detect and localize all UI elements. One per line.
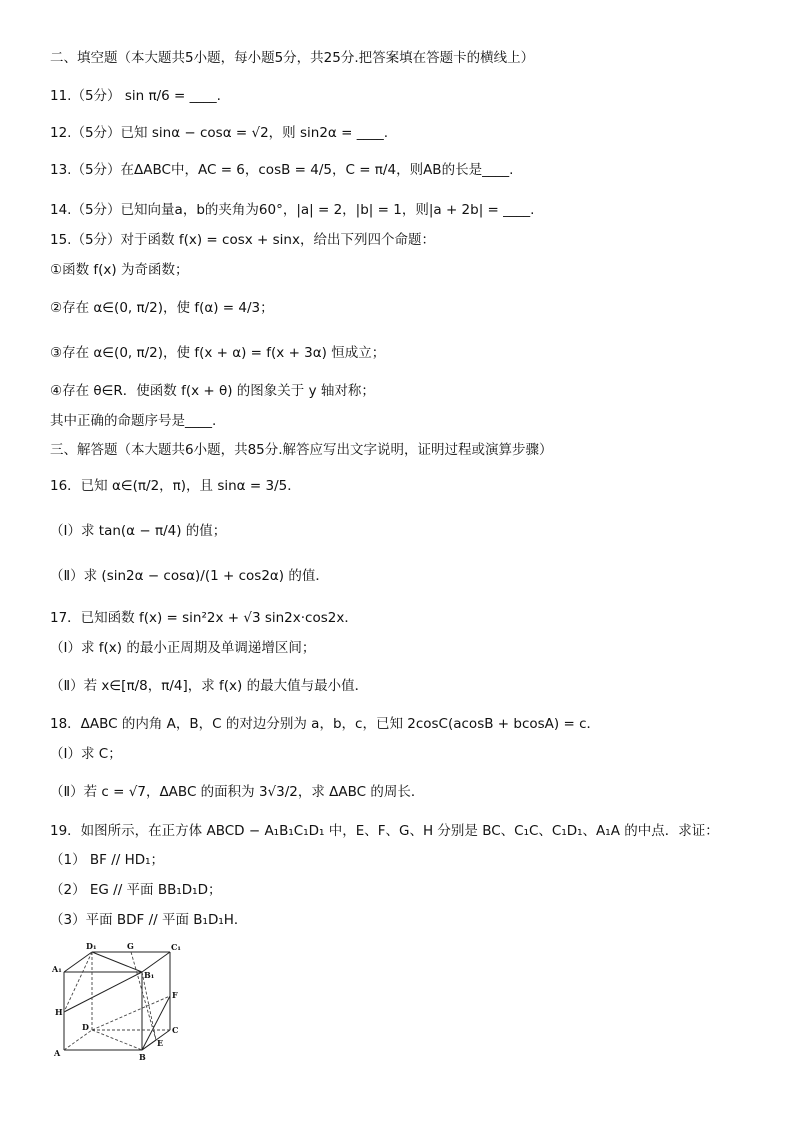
label-D: D bbox=[82, 1022, 89, 1032]
label-A1: A₁ bbox=[52, 964, 62, 974]
q19-part-1: （1） BF // HD₁； bbox=[50, 852, 165, 868]
section-3-heading: 三、解答题（本大题共6小题，共85分.解答应写出文字说明，证明过程或演算步骤） bbox=[50, 442, 553, 458]
question-19: 19．如图所示，在正方体 ABCD − A₁B₁C₁D₁ 中，E、F、G、H 分别是 BC、C₁C、C₁D₁、A₁A 的中点．求证： bbox=[50, 823, 719, 839]
question-12: 12.（5分）已知 sinα − cosα = √2，则 sin2α = ____. bbox=[50, 125, 388, 141]
label-C: C bbox=[172, 1025, 179, 1035]
q18-part-1: （Ⅰ）求 C； bbox=[50, 746, 122, 762]
question-13: 13.（5分）在ΔABC中，AC = 6，cosB = 4/5，C = π/4，则AB的长是____. bbox=[50, 162, 514, 178]
section-2-heading: 二、填空题（本大题共5小题，每小题5分，共25分.把答案填在答题卡的横线上） bbox=[50, 50, 535, 66]
label-F: F bbox=[172, 990, 178, 1000]
label-B1: B₁ bbox=[144, 970, 155, 980]
q18-part-2: （Ⅱ）若 c = √7，ΔABC 的面积为 3√3/2，求 ΔABC 的周长． bbox=[50, 784, 425, 800]
q15-answer-prompt: 其中正确的命题序号是____. bbox=[50, 413, 217, 429]
cube-diagram bbox=[50, 940, 190, 1065]
question-17: 17．已知函数 f(x) = sin²2x + √3 sin2x·cos2x． bbox=[50, 610, 358, 626]
label-G: G bbox=[127, 941, 134, 951]
q15-option-2: ②存在 α∈(0, π/2)，使 f(α) = 4/3； bbox=[50, 300, 274, 316]
label-E: E bbox=[157, 1038, 164, 1048]
question-14: 14.（5分）已知向量a，b的夹角为60°，|a| = 2，|b| = 1，则|a + 2b| = ____. bbox=[50, 202, 535, 218]
q16-part-2: （Ⅱ）求 (sin2α − cosα)/(1 + cos2α) 的值． bbox=[50, 568, 329, 584]
q15-option-4: ④存在 θ∈R．使函数 f(x + θ) 的图象关于 y 轴对称； bbox=[50, 383, 375, 399]
q19-part-3: （3）平面 BDF // 平面 B₁D₁H． bbox=[50, 912, 248, 928]
question-11: 11.（5分） sin π/6 = ____. bbox=[50, 88, 221, 104]
q17-part-2: （Ⅱ）若 x∈[π/8，π/4]，求 f(x) 的最大值与最小值． bbox=[50, 678, 369, 694]
question-15: 15.（5分）对于函数 f(x) = cosx + sinx，给出下列四个命题： bbox=[50, 232, 435, 248]
q19-part-2: （2） EG // 平面 BB₁D₁D； bbox=[50, 882, 222, 898]
cube-figure bbox=[50, 940, 190, 1065]
label-D1: D₁ bbox=[86, 941, 97, 951]
label-C1: C₁ bbox=[171, 942, 181, 952]
q16-part-1: （Ⅰ）求 tan(α − π/4) 的值； bbox=[50, 523, 227, 539]
question-16: 16．已知 α∈(π/2，π)，且 sinα = 3/5． bbox=[50, 478, 301, 494]
q15-option-3: ③存在 α∈(0, π/2)，使 f(x + α) = f(x + 3α) 恒成立； bbox=[50, 345, 386, 361]
question-18: 18．ΔABC 的内角 A，B，C 的对边分别为 a，b，c，已知 2cosC(acosB + bcosA) = c． bbox=[50, 716, 600, 732]
q15-option-1: ①函数 f(x) 为奇函数； bbox=[50, 262, 189, 278]
label-A: A bbox=[54, 1048, 61, 1058]
label-H: H bbox=[55, 1007, 63, 1017]
q17-part-1: （Ⅰ）求 f(x) 的最小正周期及单调递增区间； bbox=[50, 640, 316, 656]
label-B: B bbox=[139, 1052, 146, 1062]
